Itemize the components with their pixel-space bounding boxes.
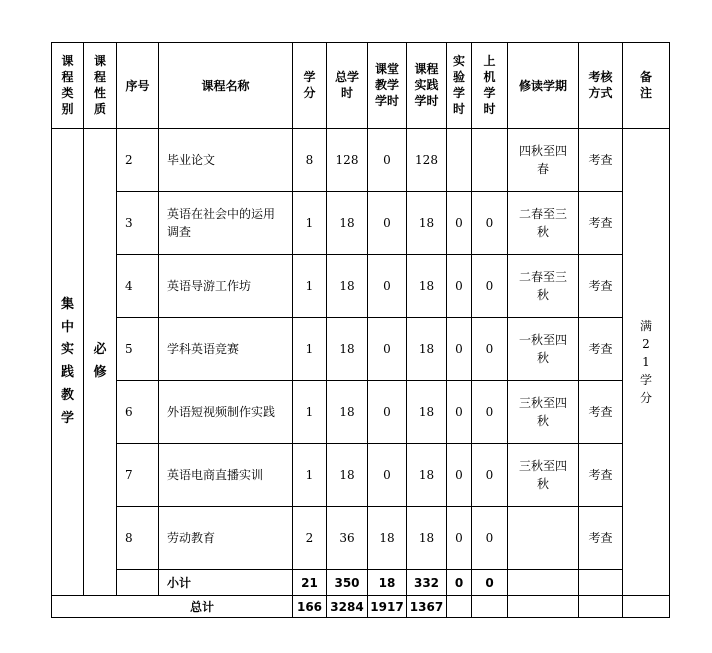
grand-total-remarks bbox=[623, 596, 670, 618]
row-name: 英语在社会中的运用调查 bbox=[159, 192, 293, 255]
remark-cell: 满21学分 bbox=[623, 129, 670, 596]
row-lab bbox=[447, 129, 472, 192]
row-class: 0 bbox=[368, 381, 407, 444]
subtotal-credits: 21 bbox=[293, 570, 327, 596]
row-semester: 三秋至四秋 bbox=[508, 444, 579, 507]
row-lab: 0 bbox=[447, 507, 472, 570]
subtotal-lab: 0 bbox=[447, 570, 472, 596]
grand-total-row bbox=[52, 596, 670, 618]
row-assessment: 考查 bbox=[579, 255, 623, 318]
table-row bbox=[52, 507, 670, 570]
header-computer-hours: 上机学时 bbox=[472, 43, 508, 129]
row-practice: 18 bbox=[407, 255, 447, 318]
row-practice: 128 bbox=[407, 129, 447, 192]
row-semester: 二春至三秋 bbox=[508, 192, 579, 255]
row-name: 学科英语竞赛 bbox=[159, 318, 293, 381]
row-total: 18 bbox=[327, 255, 368, 318]
row-credits: 1 bbox=[293, 381, 327, 444]
grand-total-credits: 166 bbox=[293, 596, 327, 618]
row-credits: 1 bbox=[293, 192, 327, 255]
row-class: 0 bbox=[368, 318, 407, 381]
subtotal-empty-cell bbox=[117, 570, 159, 596]
row-credits: 8 bbox=[293, 129, 327, 192]
header-assessment: 考核方式 bbox=[579, 43, 623, 129]
row-lab: 0 bbox=[447, 444, 472, 507]
row-lab: 0 bbox=[447, 255, 472, 318]
subtotal-practice: 332 bbox=[407, 570, 447, 596]
row-class: 0 bbox=[368, 444, 407, 507]
row-assessment: 考查 bbox=[579, 444, 623, 507]
row-total: 18 bbox=[327, 381, 368, 444]
row-lab: 0 bbox=[447, 318, 472, 381]
row-name: 外语短视频制作实践 bbox=[159, 381, 293, 444]
grand-total-assessment bbox=[579, 596, 623, 618]
row-computer: 0 bbox=[472, 255, 508, 318]
row-lab: 0 bbox=[447, 192, 472, 255]
grand-total-practice: 1367 bbox=[407, 596, 447, 618]
row-computer: 0 bbox=[472, 444, 508, 507]
row-name: 毕业论文 bbox=[159, 129, 293, 192]
header-total-hours: 总学时 bbox=[327, 43, 368, 129]
row-credits: 1 bbox=[293, 444, 327, 507]
row-computer: 0 bbox=[472, 507, 508, 570]
grand-total-semester bbox=[508, 596, 579, 618]
table-row bbox=[52, 129, 670, 192]
row-semester: 二春至三秋 bbox=[508, 255, 579, 318]
row-credits: 1 bbox=[293, 318, 327, 381]
row-name: 英语导游工作坊 bbox=[159, 255, 293, 318]
row-assessment: 考查 bbox=[579, 318, 623, 381]
header-credits: 学分 bbox=[293, 43, 327, 129]
header-row bbox=[52, 43, 670, 129]
row-computer: 0 bbox=[472, 192, 508, 255]
row-name: 劳动教育 bbox=[159, 507, 293, 570]
row-practice: 18 bbox=[407, 318, 447, 381]
subtotal-label: 小计 bbox=[159, 570, 293, 596]
row-assessment: 考查 bbox=[579, 129, 623, 192]
row-semester bbox=[508, 507, 579, 570]
row-lab: 0 bbox=[447, 381, 472, 444]
row-name: 英语电商直播实训 bbox=[159, 444, 293, 507]
row-assessment: 考查 bbox=[579, 507, 623, 570]
header-class-hours: 课堂教学学时 bbox=[368, 43, 407, 129]
grand-total-lab bbox=[447, 596, 472, 618]
table-row bbox=[52, 318, 670, 381]
row-index: 3 bbox=[117, 192, 159, 255]
subtotal-row bbox=[52, 570, 670, 596]
row-semester: 四秋至四春 bbox=[508, 129, 579, 192]
curriculum-table bbox=[51, 42, 670, 618]
grand-total-computer bbox=[472, 596, 508, 618]
row-index: 8 bbox=[117, 507, 159, 570]
row-total: 18 bbox=[327, 192, 368, 255]
row-semester: 一秋至四秋 bbox=[508, 318, 579, 381]
subtotal-class: 18 bbox=[368, 570, 407, 596]
row-class: 0 bbox=[368, 129, 407, 192]
row-total: 128 bbox=[327, 129, 368, 192]
row-semester: 三秋至四秋 bbox=[508, 381, 579, 444]
row-assessment: 考查 bbox=[579, 192, 623, 255]
table-row bbox=[52, 444, 670, 507]
header-remarks: 备注 bbox=[623, 43, 670, 129]
category-cell: 集中实践教学 bbox=[52, 129, 84, 596]
subtotal-computer: 0 bbox=[472, 570, 508, 596]
row-practice: 18 bbox=[407, 381, 447, 444]
row-computer: 0 bbox=[472, 318, 508, 381]
table-row bbox=[52, 192, 670, 255]
nature-cell: 必修 bbox=[84, 129, 117, 596]
header-practice-hours: 课程实践学时 bbox=[407, 43, 447, 129]
row-index: 6 bbox=[117, 381, 159, 444]
row-assessment: 考查 bbox=[579, 381, 623, 444]
row-index: 2 bbox=[117, 129, 159, 192]
header-nature: 课程性质 bbox=[84, 43, 117, 129]
row-practice: 18 bbox=[407, 444, 447, 507]
row-total: 18 bbox=[327, 318, 368, 381]
header-name: 课程名称 bbox=[159, 43, 293, 129]
table-row bbox=[52, 381, 670, 444]
subtotal-total: 350 bbox=[327, 570, 368, 596]
row-credits: 2 bbox=[293, 507, 327, 570]
header-category: 课程类别 bbox=[52, 43, 84, 129]
row-index: 4 bbox=[117, 255, 159, 318]
row-class: 18 bbox=[368, 507, 407, 570]
row-total: 36 bbox=[327, 507, 368, 570]
row-practice: 18 bbox=[407, 507, 447, 570]
table-row bbox=[52, 255, 670, 318]
row-index: 5 bbox=[117, 318, 159, 381]
row-total: 18 bbox=[327, 444, 368, 507]
row-practice: 18 bbox=[407, 192, 447, 255]
subtotal-assessment bbox=[579, 570, 623, 596]
grand-total-total: 3284 bbox=[327, 596, 368, 618]
subtotal-semester bbox=[508, 570, 579, 596]
grand-total-label: 总计 bbox=[52, 596, 293, 618]
header-index: 序号 bbox=[117, 43, 159, 129]
row-class: 0 bbox=[368, 255, 407, 318]
row-class: 0 bbox=[368, 192, 407, 255]
header-semester: 修读学期 bbox=[508, 43, 579, 129]
header-lab-hours: 实验学时 bbox=[447, 43, 472, 129]
row-computer: 0 bbox=[472, 381, 508, 444]
row-index: 7 bbox=[117, 444, 159, 507]
row-computer bbox=[472, 129, 508, 192]
grand-total-class: 1917 bbox=[368, 596, 407, 618]
row-credits: 1 bbox=[293, 255, 327, 318]
